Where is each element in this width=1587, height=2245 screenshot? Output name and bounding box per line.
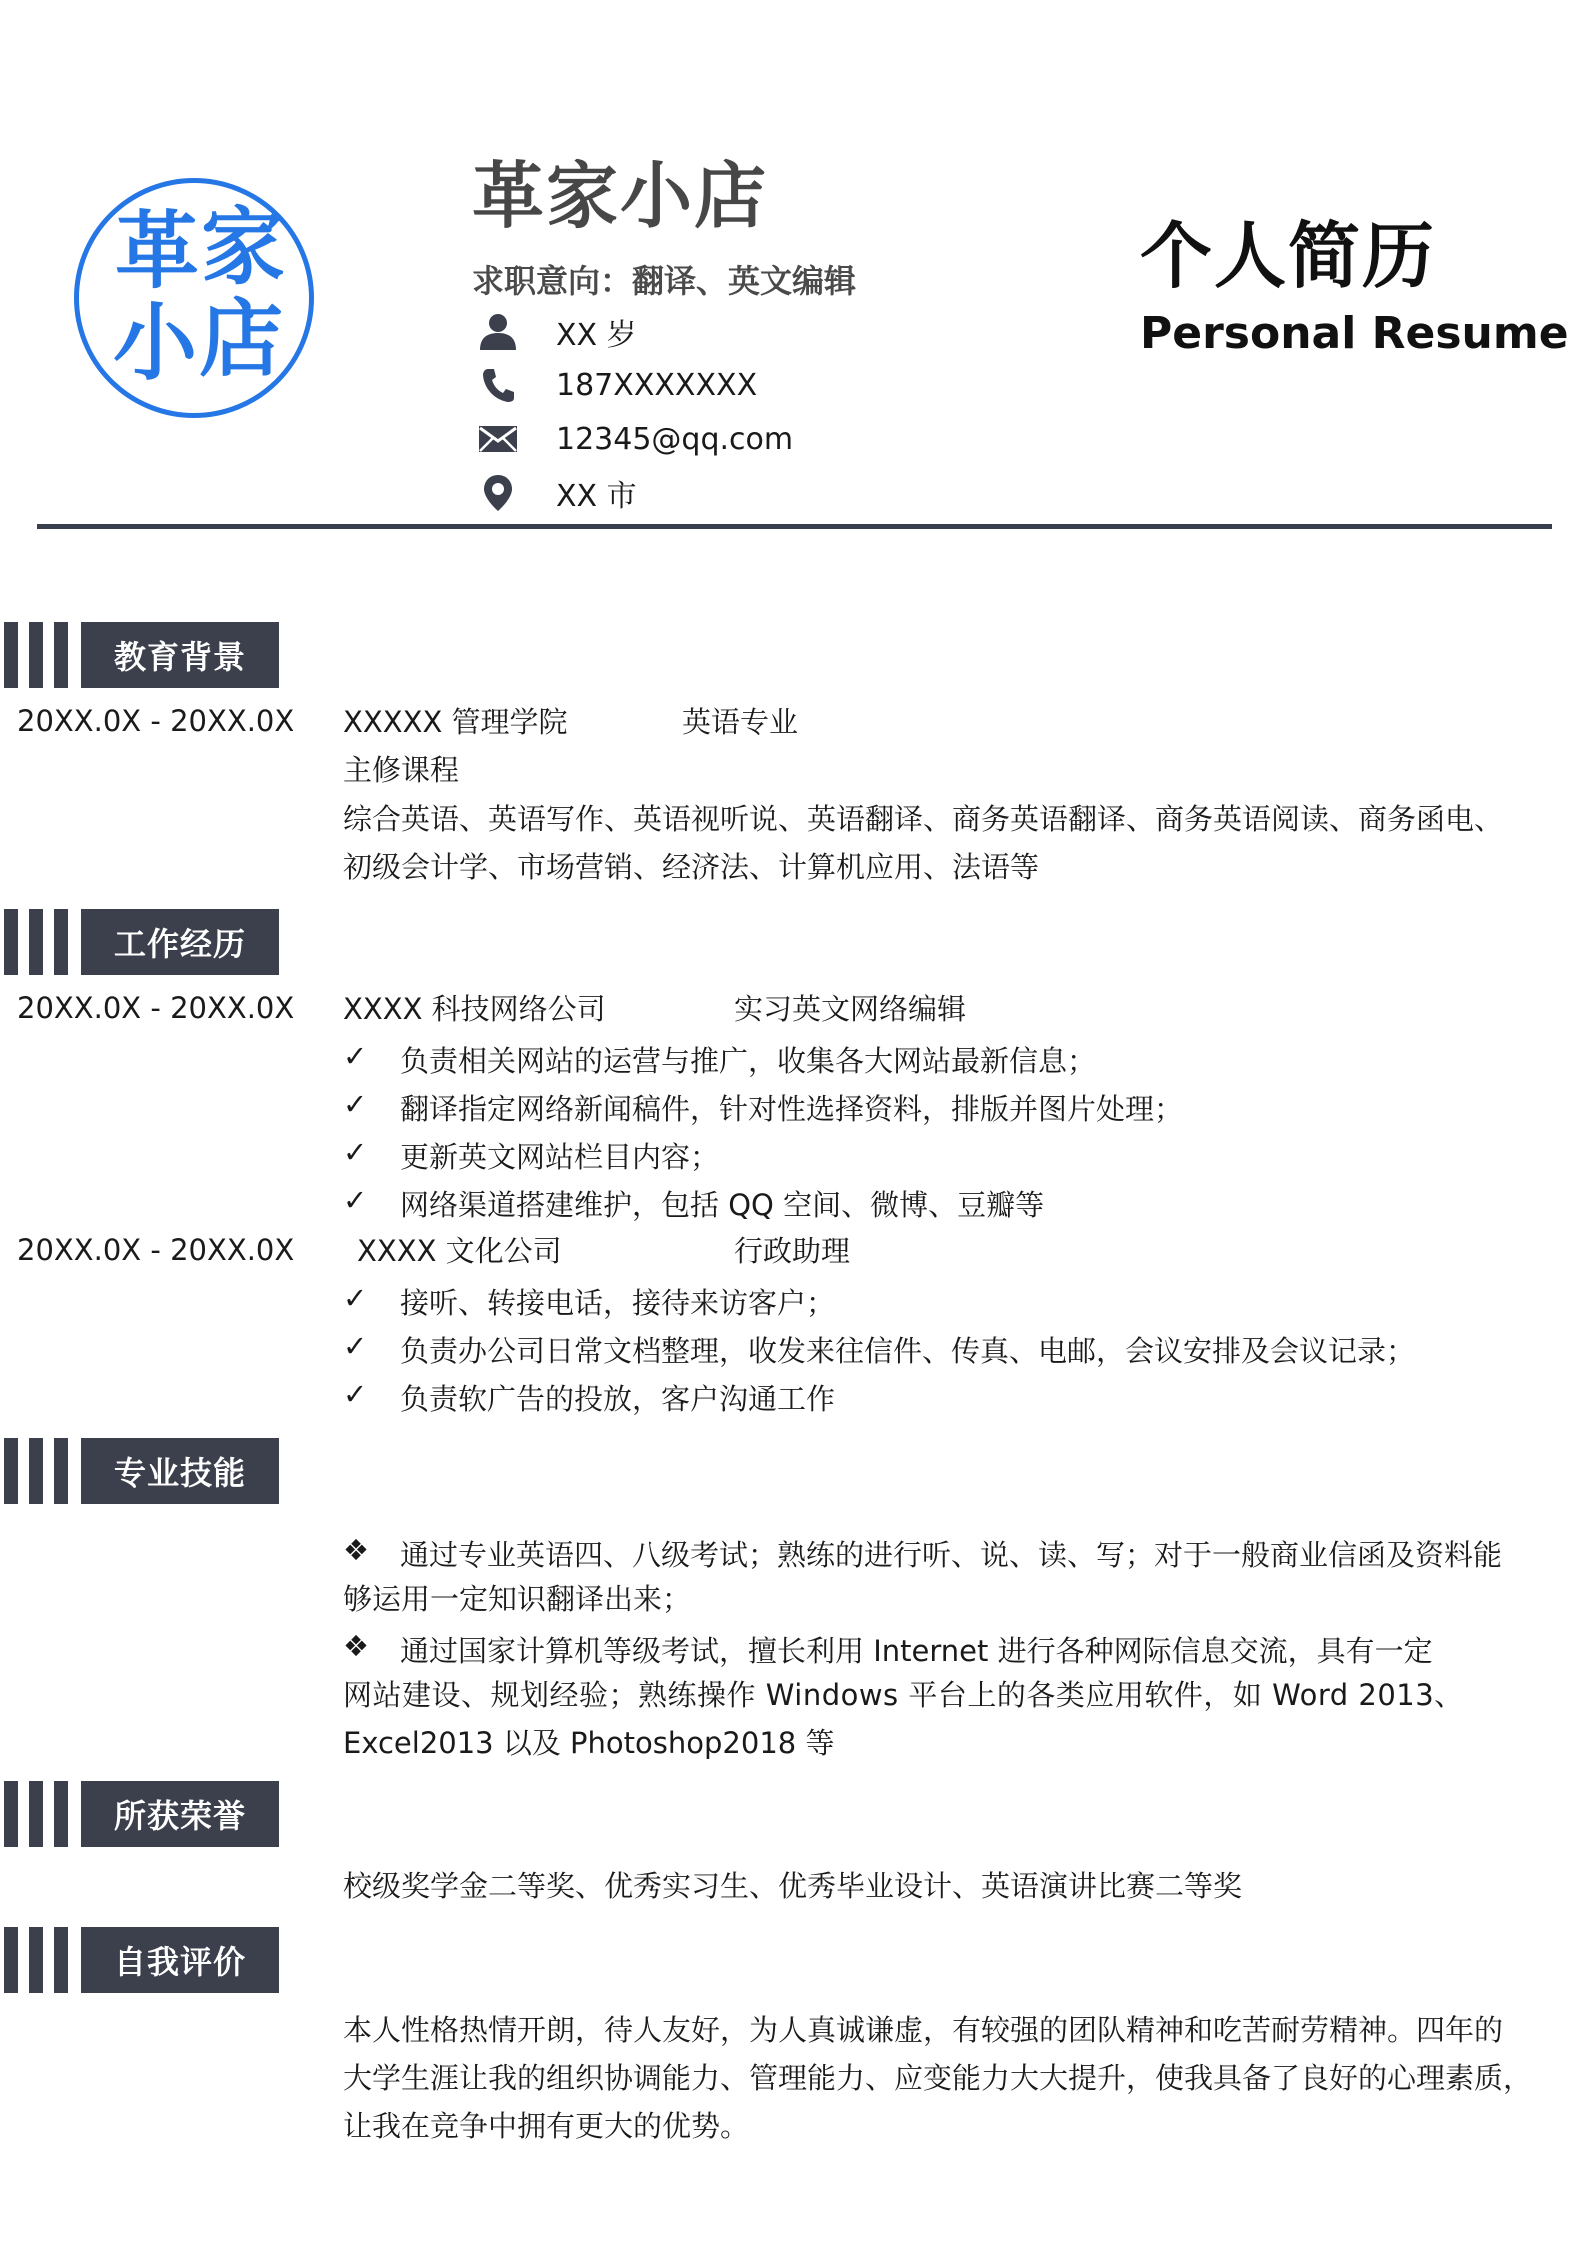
duty-text: 网络渠道搭建维护，包括 QQ 空间、微博、豆瓣等 <box>400 1188 1045 1222</box>
self-eval-line: 本人性格热情开朗，待人友好，为人真诚谦虚，有较强的团队精神和吃苦耐劳精神。四年的 <box>343 2013 1504 2047</box>
courses-line: 综合英语、英语写作、英语视听说、英语翻译、商务英语翻译、商务英语阅读、商务函电、 <box>343 802 1504 836</box>
logo-char: 革 <box>115 201 200 300</box>
location-pin-icon <box>476 471 520 515</box>
section-bar <box>29 1927 43 1993</box>
self-eval-line: 让我在竞争中拥有更大的优势。 <box>343 2109 750 2143</box>
section-bar <box>4 1438 18 1504</box>
duty-text: 负责办公司日常文档整理，收发来往信件、传真、电邮，会议安排及会议记录； <box>400 1334 1416 1368</box>
job-date: 20XX.0X - 20XX.0X <box>17 991 295 1025</box>
info-phone <box>476 361 757 409</box>
duty-text: 负责相关网站的运营与推广，收集各大网站最新信息； <box>400 1044 1097 1078</box>
section-header-self <box>4 1927 279 1993</box>
resume-title-en: Personal Resume <box>1140 308 1569 359</box>
education-date: 20XX.0X - 20XX.0X <box>17 704 295 738</box>
duty-item <box>343 1135 719 1176</box>
diamond-bullet-icon: ❖ <box>343 1533 369 1567</box>
logo-char: 家 <box>201 197 286 296</box>
duty-text: 翻译指定网络新闻稿件，针对性选择资料，排版并图片处理； <box>400 1092 1184 1126</box>
job-intent: 求职意向：翻译、英文编辑 <box>472 262 857 300</box>
duty-text: 接听、转接电话，接待来访客户； <box>400 1286 836 1320</box>
header-divider <box>37 524 1552 529</box>
section-bar <box>29 909 43 975</box>
phone-icon <box>476 363 520 407</box>
skill-item <box>343 1533 1502 1574</box>
skill-text: 通过专业英语四、八级考试；熟练的进行听、说、读、写；对于一般商业信函及资料能 <box>400 1538 1503 1572</box>
self-eval-line: 大学生涯让我的组织协调能力、管理能力、应变能力大大提升，使我具备了良好的心理素质， <box>343 2061 1533 2095</box>
section-bar <box>29 1781 43 1847</box>
check-icon: ✓ <box>343 1183 368 1217</box>
check-icon: ✓ <box>343 1281 368 1315</box>
section-header-honors <box>4 1781 279 1847</box>
section-bar <box>4 1927 18 1993</box>
logo-seal <box>74 178 314 418</box>
duty-item <box>343 1329 1415 1370</box>
job-company: XXXX 文化公司 <box>357 1234 562 1268</box>
email-text: 12345@qq.com <box>556 421 794 457</box>
person-icon <box>476 310 520 354</box>
section-header-skills <box>4 1438 279 1504</box>
duty-item <box>343 1281 835 1322</box>
check-icon: ✓ <box>343 1039 368 1073</box>
section-bar <box>29 622 43 688</box>
section-bar <box>54 909 68 975</box>
job-role: 实习英文网络编辑 <box>734 992 967 1026</box>
duty-item <box>343 1377 835 1418</box>
duty-item <box>343 1039 1096 1080</box>
check-icon: ✓ <box>343 1329 368 1363</box>
skill-text: 通过国家计算机等级考试，擅长利用 Internet 进行各种网际信息交流，具有一定 <box>400 1634 1433 1668</box>
skill-text: 网站建设、规划经验；熟练操作 Windows 平台上的各类应用软件，如 Word 2013、 <box>343 1678 1464 1712</box>
section-header-education <box>4 622 279 688</box>
duty-text: 更新英文网站栏目内容； <box>400 1140 720 1174</box>
diamond-bullet-icon: ❖ <box>343 1629 369 1663</box>
check-icon: ✓ <box>343 1135 368 1169</box>
job-company: XXXX 科技网络公司 <box>343 992 606 1026</box>
skill-text: Excel2013 以及 Photoshop2018 等 <box>343 1726 835 1760</box>
info-email <box>476 415 793 463</box>
section-bar <box>4 622 18 688</box>
courses-label: 主修课程 <box>343 753 460 787</box>
section-bar <box>54 1781 68 1847</box>
logo-char: 小 <box>113 293 198 392</box>
resume-title-cn: 个人简历 <box>1140 214 1437 298</box>
section-title: 自我评价 <box>81 1927 279 1993</box>
age-text: XX 岁 <box>556 318 637 353</box>
duty-item <box>343 1087 1183 1128</box>
check-icon: ✓ <box>343 1377 368 1411</box>
section-title: 工作经历 <box>81 909 279 975</box>
logo-char: 店 <box>199 289 284 388</box>
section-bar <box>54 1438 68 1504</box>
section-bar <box>29 1438 43 1504</box>
honors-text: 校级奖学金二等奖、优秀实习生、优秀毕业设计、英语演讲比赛二等奖 <box>343 1869 1243 1903</box>
courses-line: 初级会计学、市场营销、经济法、计算机应用、法语等 <box>343 850 1040 884</box>
section-bar <box>54 1927 68 1993</box>
section-bar <box>4 1781 18 1847</box>
section-title: 教育背景 <box>81 622 279 688</box>
info-age <box>476 308 637 356</box>
education-school: XXXXX 管理学院 <box>343 705 568 739</box>
education-major: 英语专业 <box>682 705 799 739</box>
section-bar <box>54 622 68 688</box>
section-header-work <box>4 909 279 975</box>
job-role: 行政助理 <box>734 1234 851 1268</box>
city-text: XX 市 <box>556 479 637 514</box>
skill-item <box>343 1629 1433 1670</box>
applicant-name: 革家小店 <box>472 154 769 238</box>
skill-text: 够运用一定知识翻译出来； <box>343 1582 692 1616</box>
section-title: 专业技能 <box>81 1438 279 1504</box>
mail-icon <box>476 417 520 461</box>
section-title: 所获荣誉 <box>81 1781 279 1847</box>
check-icon: ✓ <box>343 1087 368 1121</box>
job-date: 20XX.0X - 20XX.0X <box>17 1233 295 1267</box>
info-city <box>476 469 637 517</box>
duty-item <box>343 1183 1044 1224</box>
section-bar <box>4 909 18 975</box>
duty-text: 负责软广告的投放，客户沟通工作 <box>400 1382 836 1416</box>
phone-text: 187XXXXXXX <box>556 367 758 403</box>
